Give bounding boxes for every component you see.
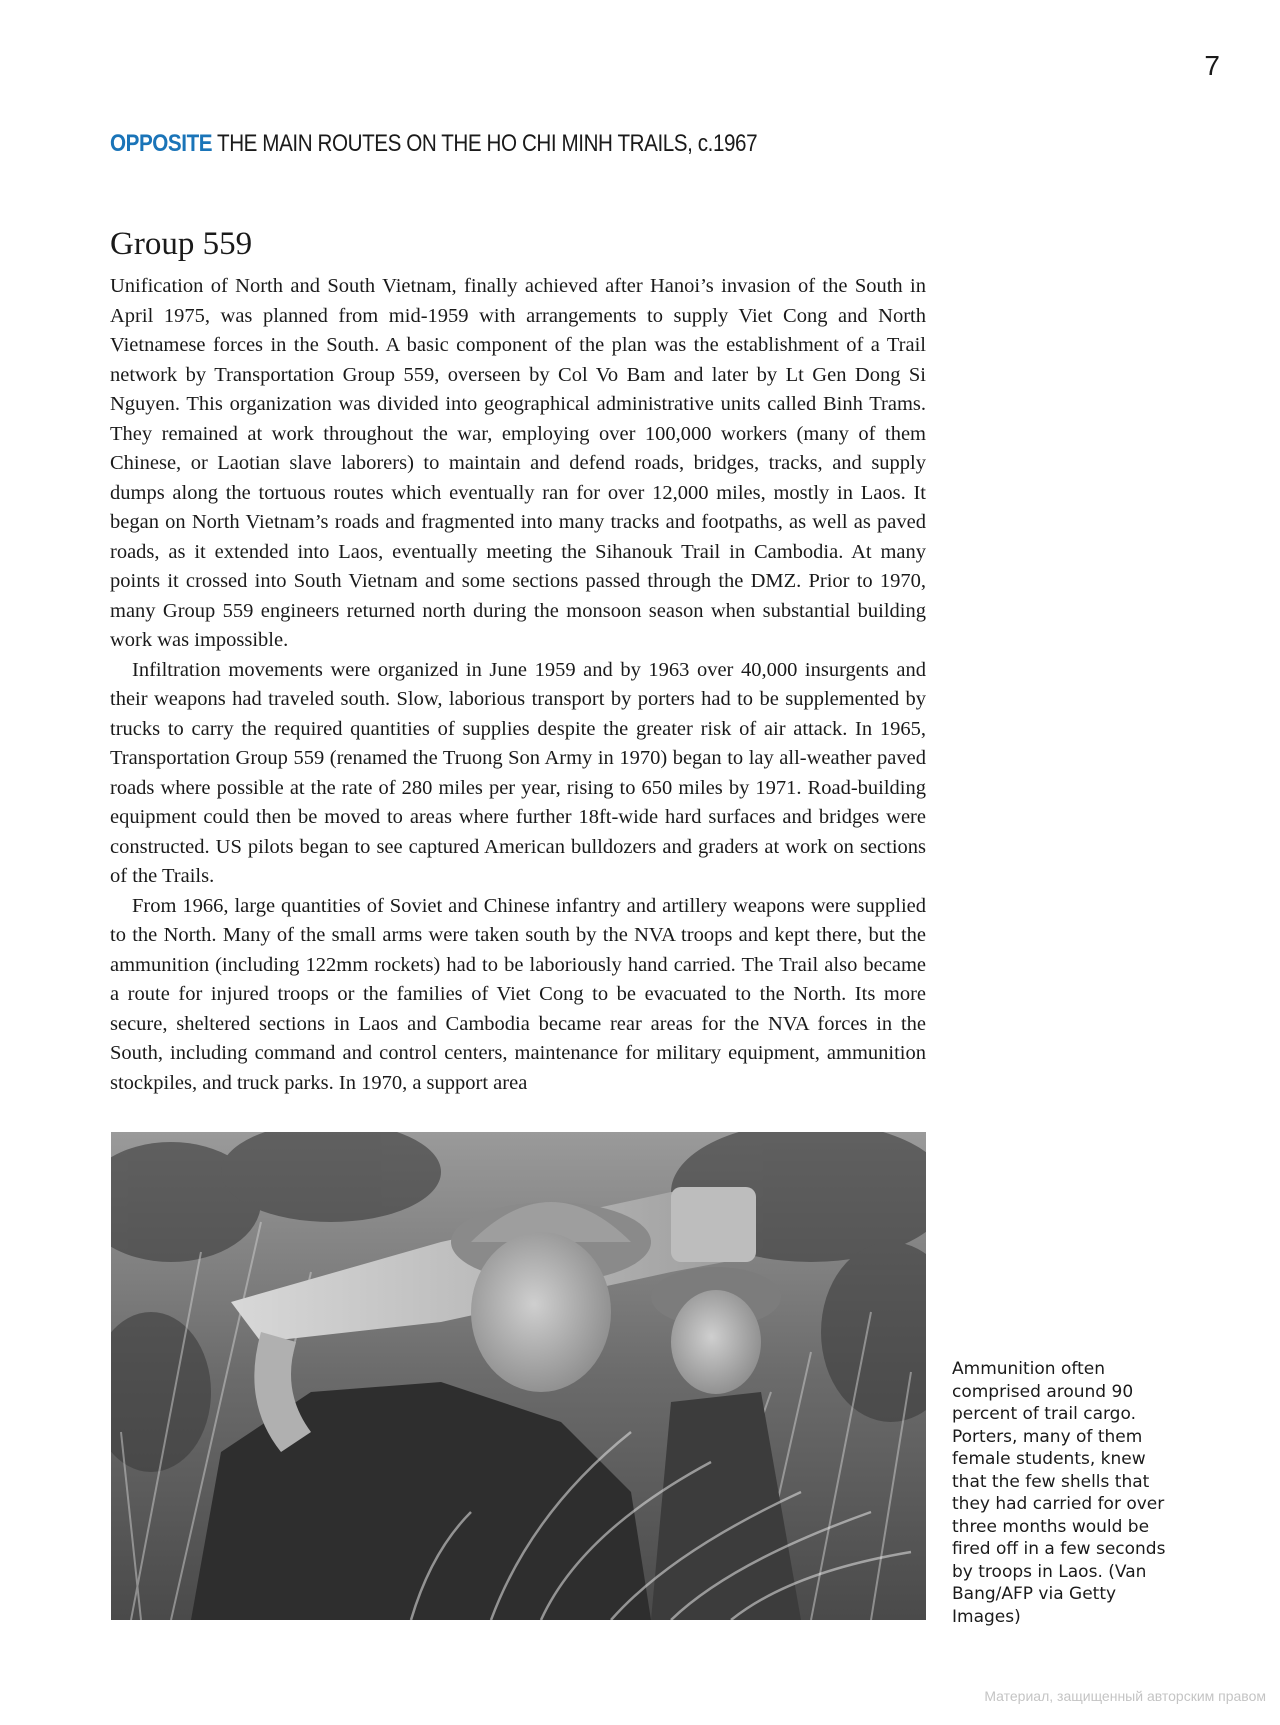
figure-reference (110, 130, 757, 158)
copyright-watermark: Материал, защищенный авторским правом (984, 1688, 1266, 1704)
figure-reference-keyword: OPPOSITE (110, 130, 213, 157)
paragraph: From 1966, large quantities of Soviet and Chinese infantry and artillery weapons were supplied to the North. Many of the small arms were taken south by the NVA troops and kept there, but the ammunition (including 122mm rockets) had to be laboriously hand carried. The Trail also became a route for injured troops or the families of Viet Cong to be evacuated to the North. Its more secure, sheltered sections in Laos and Cambodia became rear areas for the NVA forces in the South, including command and control centers, maintenance for military equipment, ammunition stockpiles, and truck parks. In 1970, a support area (110, 894, 926, 1094)
figure-reference-text: THE MAIN ROUTES ON THE HO CHI MINH TRAILS, c.1967 (217, 130, 758, 157)
page-number: 7 (1204, 50, 1220, 81)
body-text (110, 272, 926, 1098)
paragraph: Unification of North and South Vietnam, finally achieved after Hanoi’s invasion of the South in April 1975, was planned from mid-1959 with arrangements to supply Viet Cong and North Vietnamese forces in the South. A basic component of the plan was the establishment of a Trail network by Transportation Group 559, overseen by Col Vo Bam and later by Lt Gen Dong Si Nguyen. This organization was divided into geographical administrative units called Binh Trams. They remained at work throughout the war, employing over 100,000 workers (many of them Chinese, or Laotian slave laborers) to maintain and defend roads, bridges, tracks, and supply dumps along the tortuous routes which eventually ran for over 12,000 miles, mostly in Laos. It began on North Vietnam’s roads and fragmented into many tracks and footpaths, as well as paved roads, as it extended into Laos, eventually meeting the Sihanouk Trail in Cambodia. At many points it crossed into South Vietnam and some sections passed through the DMZ. Prior to 1970, many Group 559 engineers returned north during the monsoon season when substantial building work was impossible. (110, 275, 926, 651)
photo-porters (111, 1132, 926, 1620)
photo-caption: Ammunition often comprised around 90 percent of trail cargo. Porters, many of them female students, knew that the few shells that they had carried for over three months would be fired off in a few seconds by troops in Laos. (Van Bang/AFP via Getty Images) (952, 1359, 1166, 1627)
paragraph: Infiltration movements were organized in June 1959 and by 1963 over 40,000 insurgents and their weapons had traveled south. Slow, laborious transport by porters had to be supplemented by trucks to carry the required quantities of supplies despite the greater risk of air attack. In 1965, Transportation Group 559 (renamed the Truong Son Army in 1970) began to lay all-weather paved roads where possible at the rate of 280 miles per year, rising to 650 miles by 1971. Road-building equipment could then be moved to areas where further 18ft-wide hard surfaces and bridges were constructed. US pilots began to see captured American bulldozers and graders at work on sections of the Trails. (110, 658, 926, 887)
section-heading: Group 559 (110, 226, 253, 262)
